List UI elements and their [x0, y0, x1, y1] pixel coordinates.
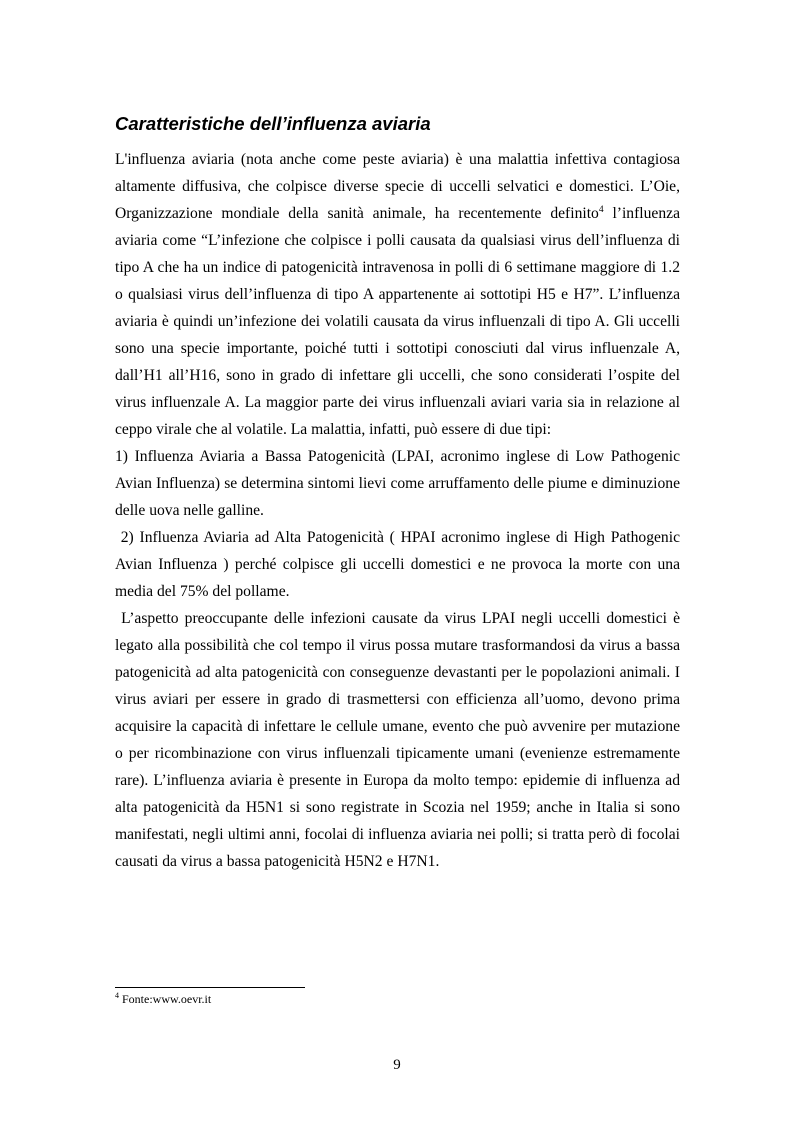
footnote-reference: 4: [598, 204, 604, 215]
paragraph-intro-part-1: L'influenza aviaria (nota anche come peste aviaria) è una malattia infettiva contagiosa altamente diffusiva, che colpisce diverse specie di uccelli selvatici e domestici. L’Oie, Organizzazione mondiale della sanità animale, ha recentemente definito: [115, 151, 680, 222]
paragraph-lpai: 1) Influenza Aviaria a Bassa Patogenicità (LPAI, acronimo inglese di Low Pathogenic Avian Influenza) se determina sintomi lievi come arruffamento delle piume e diminuzione delle uova nelle galline.: [115, 448, 680, 519]
footnote-separator: [115, 987, 305, 988]
section-heading: Caratteristiche dell’influenza aviaria: [115, 113, 431, 134]
footnote-text: Fonte:www.oevr.it: [119, 992, 212, 1006]
paragraph-concerns: L’aspetto preoccupante delle infezioni causate da virus LPAI negli uccelli domestici è legato alla possibilità che col tempo il virus possa mutare trasformandosi da virus a bassa patogenicità ad alta patogenicità con conseguenze devastanti per le popolazioni animali. I virus aviari per essere in grado di trasmettersi con efficienza all’uomo, devono prima acquisire la capacità di infettare le cellule umane, evento che può avvenire per mutazione o per ricombinazione con virus influenzali tipicamente umani (evenienze estremamente rare). L’influenza aviaria è presente in Europa da molto tempo: epidemie di influenza ad alta patogenicità da H5N1 si sono registrate in Scozia nel 1959; anche in Italia si sono manifestati, negli ultimi anni, focolai di influenza aviaria nei polli; si tratta però di focolai causati da virus a bassa patogenicità H5N2 e H7N1.: [115, 610, 680, 870]
page-number: 9: [393, 1057, 401, 1073]
body-text: [115, 146, 680, 875]
paragraph-hpai: 2) Influenza Aviaria ad Alta Patogenicità ( HPAI acronimo inglese di High Pathogenic Avian Influenza ) perché colpisce gli uccelli domestici e ne provoca la morte con una media del 75% del pollame.: [115, 529, 680, 600]
footnote: [115, 992, 211, 1007]
footnote-number: 4: [115, 991, 119, 1000]
paragraph-intro: [115, 146, 680, 443]
paragraph-intro-part-2: l’influenza aviaria come “L’infezione che colpisce i polli causata da qualsiasi virus dell’influenza di tipo A che ha un indice di patogenicità intravenosa in polli di 6 settimane maggiore di 1.2 o qualsiasi virus dell’influenza di tipo A appartenente ai sottotipi H5 e H7”. L’influenza aviaria è quindi un’infezione dei volatili causata da virus influenzali di tipo A. Gli uccelli sono una specie importante, poiché tutti i sottotipi conosciuti dal virus influenzale A, dall’H1 all’H16, sono in grado di infettare gli uccelli, che sono considerati l’ospite del virus influenzale A. La maggior parte dei virus influenzali aviari varia sia in relazione al ceppo virale che al volatile. La malattia, infatti, può essere di due tipi:: [115, 205, 680, 438]
